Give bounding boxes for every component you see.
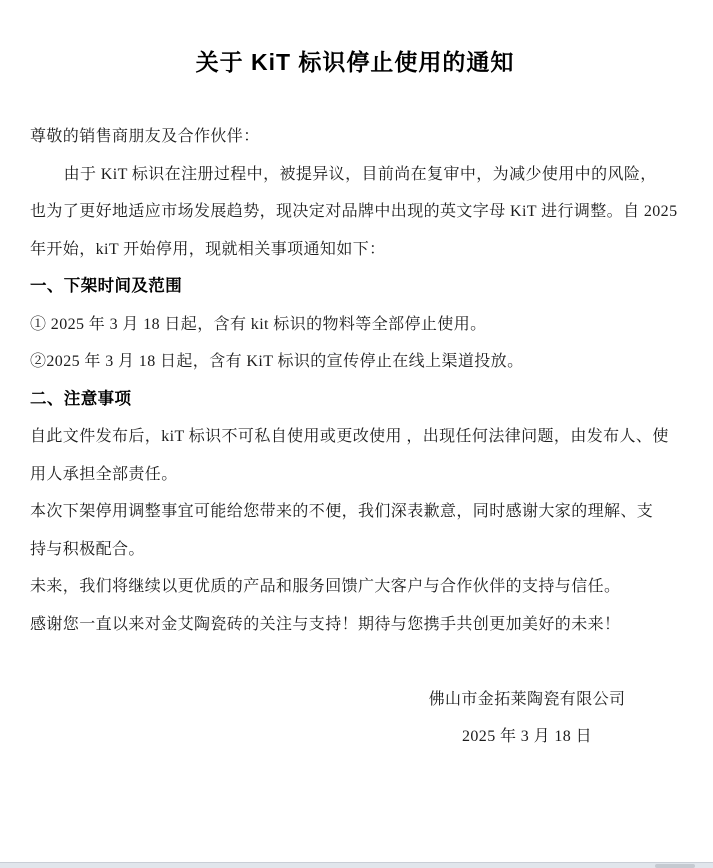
section-2-line: 自此文件发布后，kiT 标识不可私自使用或更改使用 ，出现任何法律问题，由发布人、使 <box>30 428 669 445</box>
section-2-line: 感谢您一直以来对金艾陶瓷砖的关注与支持！期待与您携手共创更加美好的未来！ <box>30 615 621 633</box>
section-1-item: ②2025 年 3 月 18 日起，含有 KiT 标识的宣传停止在线上渠道投放。 <box>30 353 524 370</box>
notice-document <box>30 0 680 756</box>
horizontal-scrollbar-thumb[interactable] <box>655 864 695 868</box>
section-1-item: ① 2025 年 3 月 18 日起，含有 kit 标识的物料等全部停止使用。 <box>30 315 487 333</box>
section-2-heading: 二、注意事项 <box>30 389 132 408</box>
spacer-line <box>30 643 680 681</box>
intro-paragraph-line: 也为了更好地适应市场发展趋势，现决定对品牌中出现的英文字母 KiT 进行调整。自 2025 <box>30 203 678 220</box>
signature-company: 佛山市金拓莱陶瓷有限公司 <box>428 690 626 708</box>
signature-block <box>374 681 680 756</box>
section-1-heading: 一、下架时间及范围 <box>30 277 183 295</box>
signature-date: 2025 年 3 月 18 日 <box>462 728 592 745</box>
section-2-line: 本次下架停用调整事宜可能给您带来的不便，我们深表歉意，同时感谢大家的理解、支 <box>30 503 654 520</box>
horizontal-scrollbar[interactable] <box>0 862 713 868</box>
intro-paragraph-line: 年开始，kiT 开始停用，现就相关事项通知如下： <box>30 240 386 258</box>
document-title: 关于 KiT 标识停止使用的通知 <box>195 49 515 75</box>
section-2-line: 未来，我们将继续以更优质的产品和服务回馈广大客户与合作伙伴的支持与信任。 <box>30 578 621 595</box>
section-2-line: 用人承担全部责任。 <box>30 465 178 483</box>
section-2-line: 持与积极配合。 <box>30 540 145 558</box>
intro-paragraph-line: 由于 KiT 标识在注册过程中，被提异议，目前尚在复审中，为减少使用中的风险， <box>63 165 657 183</box>
greeting-line: 尊敬的销售商朋友及合作伙伴： <box>30 128 260 145</box>
